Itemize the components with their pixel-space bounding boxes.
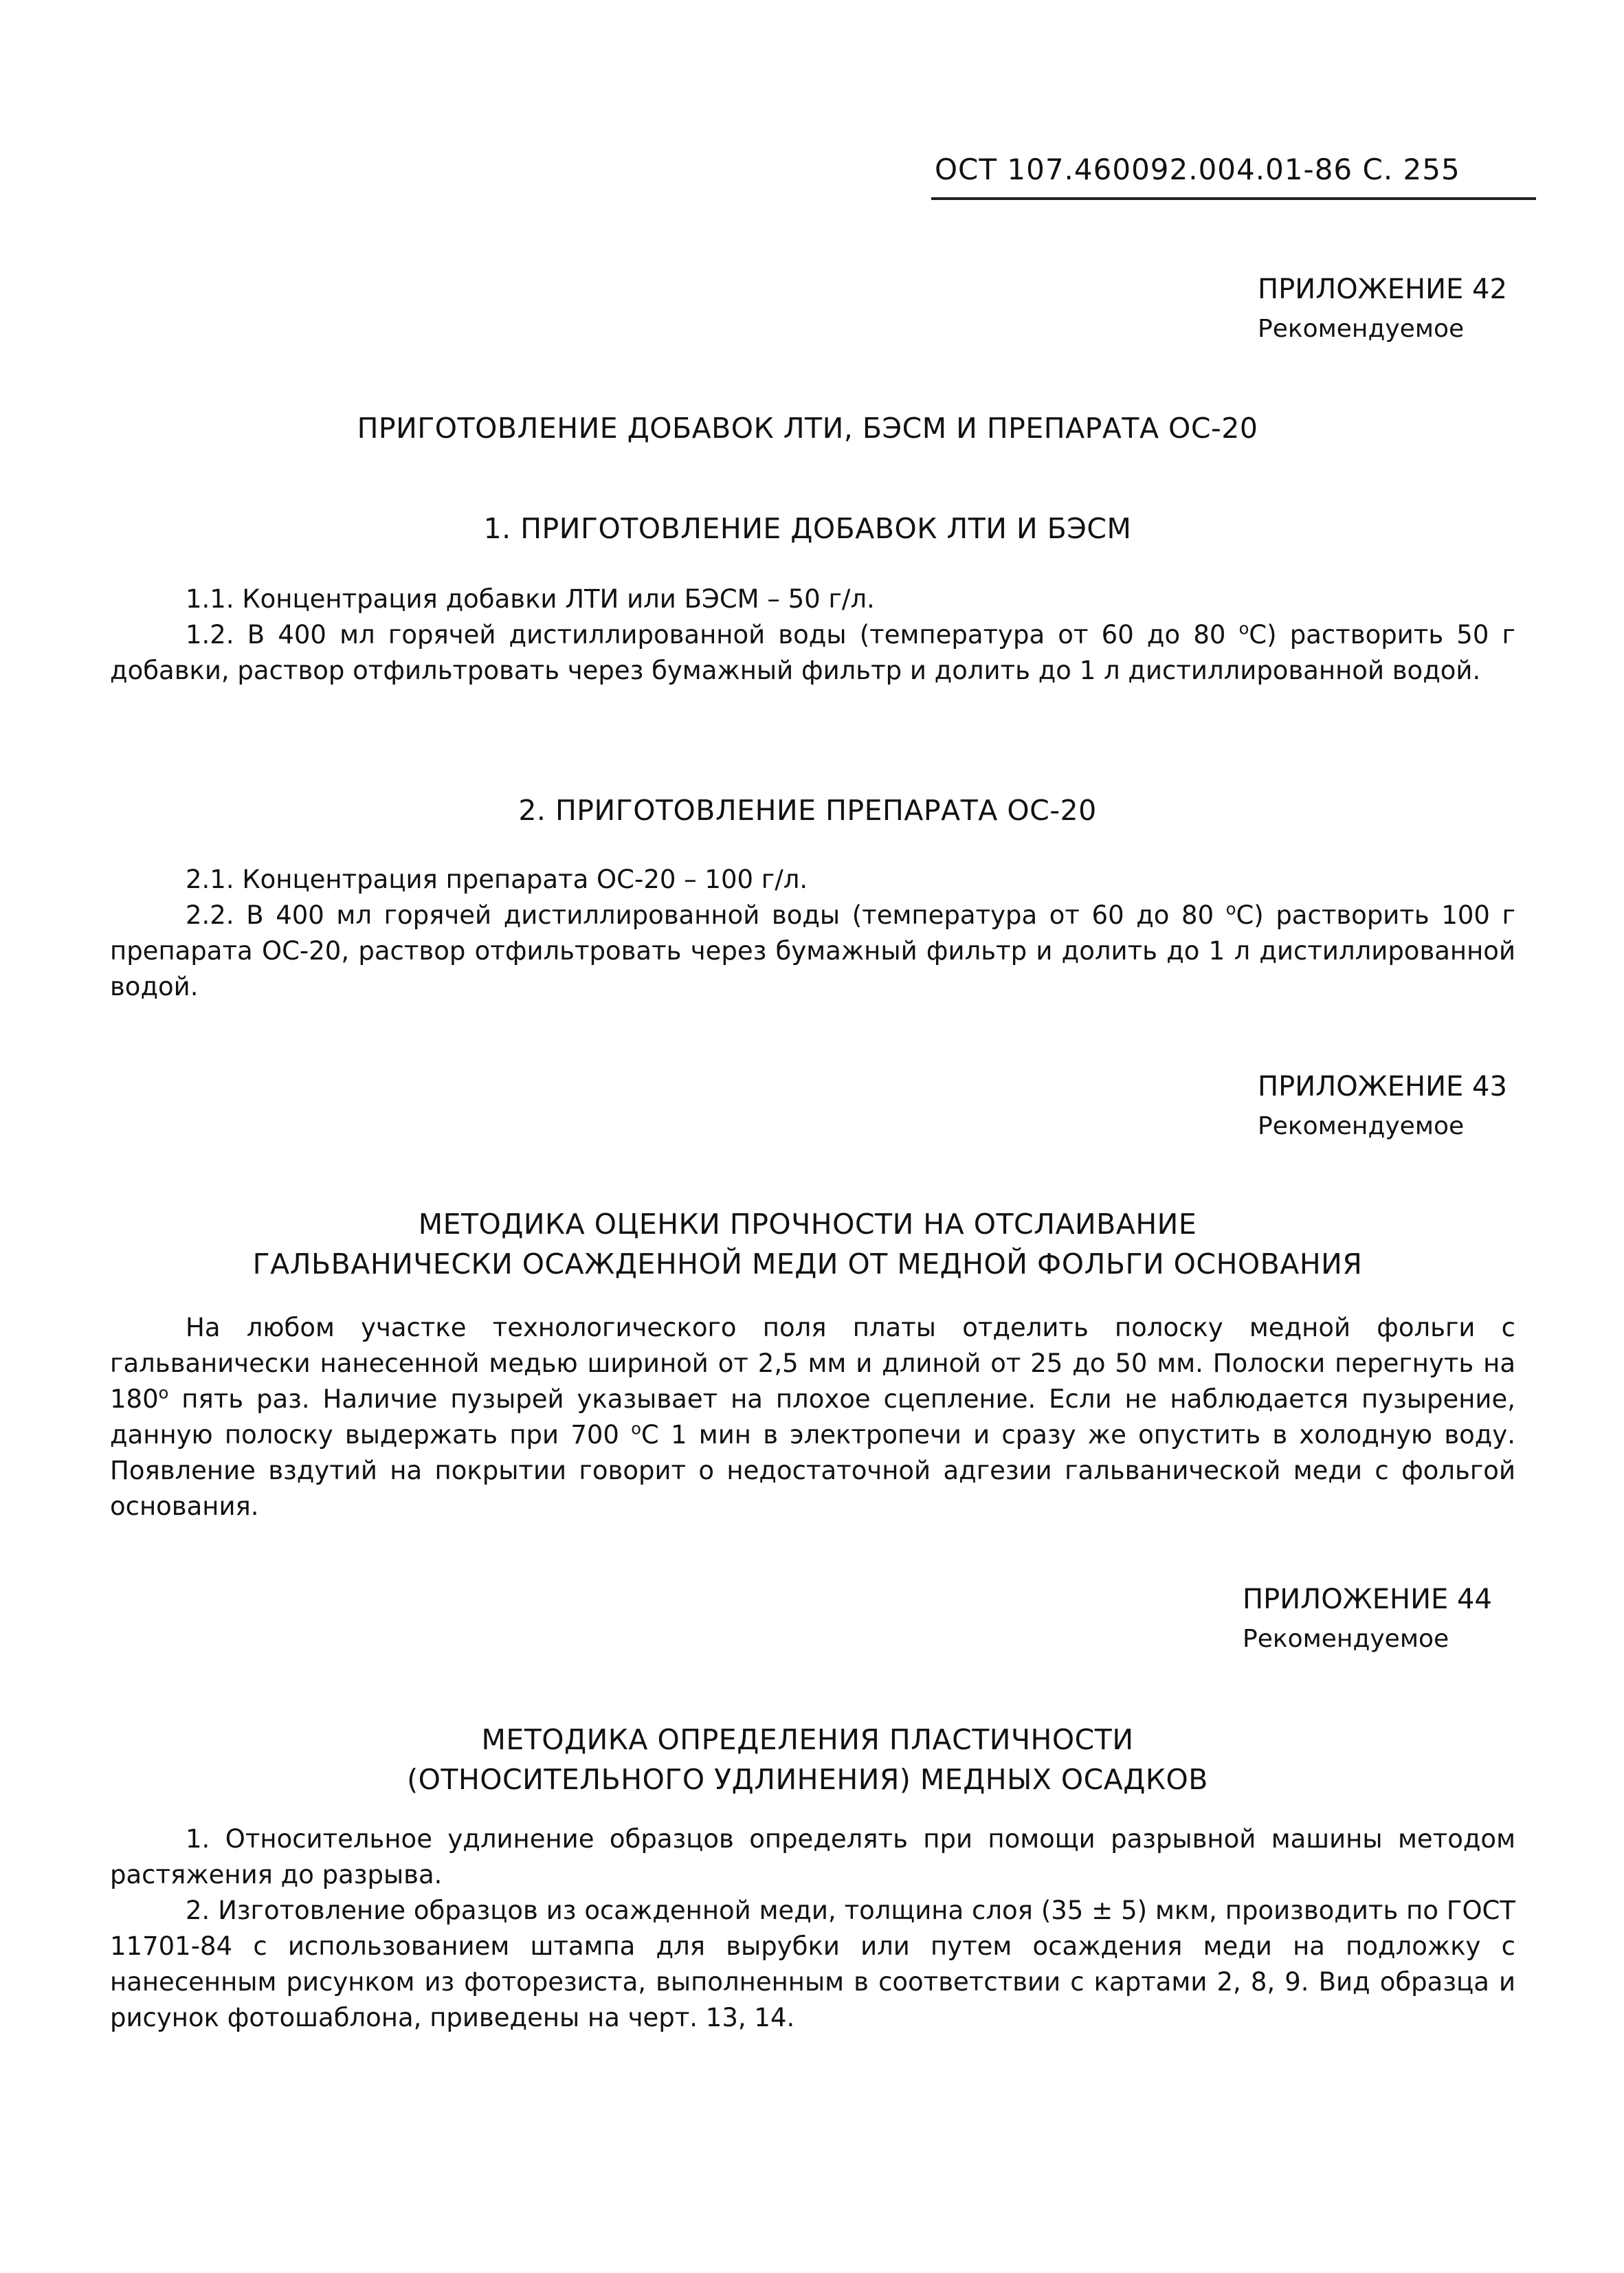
appendix-43-title [103, 1204, 1512, 1284]
degree-mark: о [158, 1383, 169, 1403]
page-header-ref: ОСТ 107.460092.004.01-86 С. 255 [935, 153, 1460, 186]
appendix-42-status: Рекомендуемое [1258, 315, 1465, 343]
appendix-43-label-block [1258, 1067, 1507, 1146]
appendix-44-label: ПРИЛОЖЕНИЕ 44 [1243, 1584, 1492, 1615]
paragraph-2-1: 2.1. Концентрация препарата ОС-20 – 100 г/л. [186, 865, 808, 894]
appendix-43-text-a: На любом участке технологического поля платы отделить полоску медной фольги с гальванически нанесенной медью шириной от 2,5 мм и длиной от 25 до 50 мм. Полоски перегнуть на 180 [110, 1313, 1515, 1414]
appendix-43-body [110, 1310, 1515, 1524]
appendix-43-label: ПРИЛОЖЕНИЕ 43 [1258, 1071, 1507, 1102]
section-2-body [110, 862, 1515, 1005]
degree-mark: о [1238, 619, 1249, 639]
paragraph-1-2-b: С) растворить 50 г добавки, раствор отфильтровать через бумажный фильтр и долить до 1 л дистиллированной водой. [110, 620, 1515, 685]
paragraph-2-2 [110, 898, 1515, 1005]
appendix-44-title-line-2: (ОТНОСИТЕЛЬНОГО УДЛИНЕНИЯ) МЕДНЫХ ОСАДКОВ [407, 1763, 1208, 1796]
appendix-42-label: ПРИЛОЖЕНИЕ 42 [1258, 274, 1507, 305]
appendix-43-text-c: С 1 мин в электропечи и сразу же опустить в холодную воду. Появление вздутий на покрытии говорит о недостаточной адгезии гальванической меди с фольгой основания. [110, 1420, 1516, 1521]
header-rule [931, 197, 1536, 200]
degree-mark: о [631, 1419, 641, 1439]
appendix-42-title: ПРИГОТОВЛЕНИЕ ДОБАВОК ЛТИ, БЭСМ И ПРЕПАРАТА ОС-20 [357, 412, 1258, 445]
degree-mark: о [1225, 899, 1236, 919]
appendix-43-title-line-2: ГАЛЬВАНИЧЕСКИ ОСАЖДЕННОЙ МЕДИ ОТ МЕДНОЙ ФОЛЬГИ ОСНОВАНИЯ [252, 1248, 1363, 1280]
appendix-44-label-block [1243, 1579, 1492, 1659]
appendix-44-paragraph-1: 1. Относительное удлинение образцов определять при помощи разрывной машины методом растяжения до разрыва. [110, 1824, 1515, 1889]
paragraph-1-2 [110, 617, 1515, 689]
appendix-44-body [110, 1821, 1515, 2036]
section-1-body [110, 581, 1515, 689]
appendix-43-status: Рекомендуемое [1258, 1112, 1465, 1140]
section-1-title: 1. ПРИГОТОВЛЕНИЕ ДОБАВОК ЛТИ И БЭСМ [483, 512, 1132, 545]
appendix-43-title-line-1: МЕТОДИКА ОЦЕНКИ ПРОЧНОСТИ НА ОТСЛАИВАНИЕ [418, 1208, 1197, 1241]
appendix-43-text-b: пять раз. Наличие пузырей указывает на плохое сцепление. Если не наблюдается пузырение, данную полоску выдержать при 700 [110, 1384, 1515, 1450]
paragraph-2-2-a: 2.2. В 400 мл горячей дистиллированной воды (температура от 60 до 80 [186, 900, 1214, 930]
appendix-42-label-block [1258, 269, 1507, 349]
paragraph-1-1: 1.1. Концентрация добавки ЛТИ или БЭСМ – 50 г/л. [186, 584, 875, 614]
paragraph-2-2-b: С) растворить 100 г препарата ОС-20, раствор отфильтровать через бумажный фильтр и долить до 1 л дистиллированной водой. [110, 900, 1515, 1001]
appendix-43-paragraph [110, 1310, 1515, 1524]
section-2-title: 2. ПРИГОТОВЛЕНИЕ ПРЕПАРАТА ОС-20 [518, 794, 1097, 827]
appendix-44-status: Рекомендуемое [1243, 1625, 1449, 1653]
appendix-44-paragraph-2: 2. Изготовление образцов из осажденной меди, толщина слоя (35 ± 5) мкм, производить по ГОСТ 11701-84 с использованием штампа для вырубки или путем осаждения меди на подложку с нанесенным рисунком из фоторезиста, выполненным в соответствии с картами 2, 8, 9. Вид образца и рисунок фотошаблона, приведены на черт. 13, 14. [110, 1896, 1515, 2032]
appendix-44-title-line-1: МЕТОДИКА ОПРЕДЕЛЕНИЯ ПЛАСТИЧНОСТИ [481, 1723, 1134, 1756]
paragraph-1-2-a: 1.2. В 400 мл горячей дистиллированной воды (температура от 60 до 80 [186, 620, 1226, 650]
appendix-44-title [103, 1720, 1512, 1799]
